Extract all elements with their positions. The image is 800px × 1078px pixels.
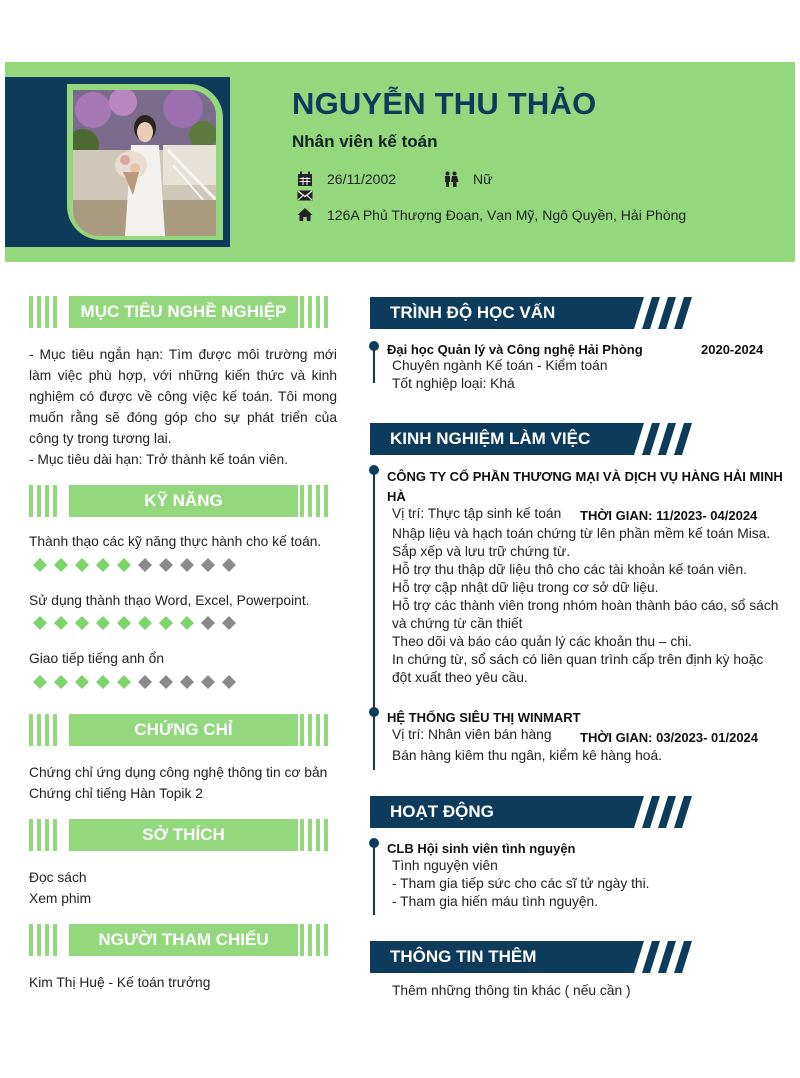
address-value: 126A Phủ Thượng Đoạn, Vạn Mỹ, Ngô Quyền, Hải Phòng bbox=[327, 207, 687, 223]
diamond-icon bbox=[75, 558, 89, 572]
stripes-decoration bbox=[29, 485, 57, 517]
diamond-icon bbox=[138, 616, 152, 630]
section-title: THÔNG TIN THÊM bbox=[390, 947, 537, 966]
diamond-icon bbox=[117, 616, 131, 630]
diamond-icon bbox=[117, 675, 131, 689]
skill-rating bbox=[33, 558, 236, 572]
diamond-icon bbox=[180, 616, 194, 630]
diamond-icon bbox=[33, 675, 47, 689]
section-header-education bbox=[370, 297, 700, 329]
slash-decoration bbox=[630, 796, 700, 828]
career-long-term: - Mục tiêu dài hạn: Trở thành kế toán viên. bbox=[29, 452, 289, 467]
gender-row bbox=[443, 171, 492, 187]
diamond-icon bbox=[201, 558, 215, 572]
diamond-icon bbox=[138, 675, 152, 689]
job-task: Bán hàng kiêm thu ngân, kiểm kê hàng hoá. bbox=[392, 748, 662, 763]
education-years: 2020-2024 bbox=[701, 342, 764, 357]
diamond-icon bbox=[54, 616, 68, 630]
profile-photo bbox=[73, 90, 216, 236]
stripes-decoration bbox=[29, 819, 57, 851]
diamond-icon bbox=[222, 558, 236, 572]
slash-decoration bbox=[630, 941, 700, 973]
timeline-dot bbox=[369, 465, 379, 475]
calendar-icon bbox=[297, 171, 313, 187]
timeline-dot bbox=[369, 707, 379, 717]
diamond-icon bbox=[96, 558, 110, 572]
hobby-item: Đọc sách bbox=[29, 870, 87, 885]
gender-icon bbox=[443, 171, 459, 187]
section-title: KỸ NĂNG bbox=[69, 485, 298, 517]
section-header-skills bbox=[29, 485, 328, 517]
stripes-decoration bbox=[300, 714, 328, 746]
education-major: Chuyên ngành Kế toán - Kiểm toán bbox=[392, 358, 608, 373]
stripes-decoration bbox=[300, 819, 328, 851]
diamond-icon bbox=[96, 616, 110, 630]
stripes-decoration bbox=[300, 924, 328, 956]
stripes-decoration bbox=[29, 924, 57, 956]
timeline-line bbox=[373, 845, 375, 915]
job-title: Nhân viên kế toán bbox=[292, 132, 438, 151]
stripes-decoration bbox=[29, 296, 57, 328]
home-icon bbox=[297, 207, 313, 223]
skill-label: Sử dụng thành thạo Word, Excel, Powerpoint. bbox=[29, 593, 310, 608]
diamond-icon bbox=[222, 616, 236, 630]
section-title: CHỨNG CHỈ bbox=[69, 714, 298, 746]
job-task: Hỗ trợ các thành viên trong nhóm hoàn thành báo cáo, sổ sách và chứng từ cần thiết bbox=[392, 598, 779, 631]
job-role: Vị trí: Thực tập sinh kế toán bbox=[392, 506, 562, 521]
section-title: KINH NGHIỆM LÀM VIỆC bbox=[390, 429, 591, 448]
stripes-decoration bbox=[300, 485, 328, 517]
stripes-decoration bbox=[29, 714, 57, 746]
skill-label: Giao tiếp tiếng anh ổn bbox=[29, 651, 165, 666]
activity-org: CLB Hội sinh viên tình nguyện bbox=[387, 841, 576, 856]
diamond-icon bbox=[75, 616, 89, 630]
skill-rating bbox=[33, 616, 236, 630]
school-name: Đại học Quản lý và Công nghệ Hải Phòng bbox=[387, 342, 643, 357]
job-role: Vị trí: Nhân viên bán hàng bbox=[392, 727, 552, 742]
diamond-icon bbox=[159, 616, 173, 630]
section-title: SỞ THÍCH bbox=[69, 819, 298, 851]
extra-info: Thêm những thông tin khác ( nếu cần ) bbox=[392, 983, 631, 998]
diamond-icon bbox=[201, 675, 215, 689]
slash-decoration bbox=[630, 423, 700, 455]
diamond-icon bbox=[159, 558, 173, 572]
gender-value: Nữ bbox=[473, 171, 493, 187]
certificate-item: Chứng chỉ tiếng Hàn Topik 2 bbox=[29, 786, 203, 801]
job-task: Nhập liệu và hạch toán chứng từ lên phần mềm kế toán Misa. bbox=[392, 526, 771, 541]
diamond-icon bbox=[180, 558, 194, 572]
job-time: THỜI GIAN: 03/2023- 01/2024 bbox=[580, 730, 759, 745]
section-header-hobbies bbox=[29, 819, 328, 851]
birthdate-row bbox=[297, 171, 396, 187]
diamond-icon bbox=[54, 675, 68, 689]
section-title: NGƯỜI THAM CHIẾU bbox=[69, 924, 298, 956]
job-task: Hỗ trợ cập nhật dữ liệu trong cơ sở dữ liệu. bbox=[392, 580, 659, 595]
timeline-dot bbox=[369, 341, 379, 351]
diamond-icon bbox=[33, 558, 47, 572]
section-header-career bbox=[29, 296, 328, 328]
section-header-extra bbox=[370, 941, 700, 973]
reference-item: Kim Thị Huệ - Kế toán trưởng bbox=[29, 975, 211, 990]
diamond-icon bbox=[159, 675, 173, 689]
section-header-experience bbox=[370, 423, 700, 455]
stripes-decoration bbox=[300, 296, 328, 328]
section-header-references bbox=[29, 924, 328, 956]
diamond-icon bbox=[222, 675, 236, 689]
activity-role: Tình nguyện viên bbox=[392, 858, 498, 873]
section-title: TRÌNH ĐỘ HỌC VẤN bbox=[390, 303, 556, 322]
section-header-certificates bbox=[29, 714, 328, 746]
activity-item: - Tham gia tiếp sức cho các sĩ tử ngày thi. bbox=[392, 876, 650, 891]
skill-label: Thành thạo các kỹ năng thực hành cho kế toán. bbox=[29, 534, 322, 549]
slash-decoration bbox=[630, 297, 700, 329]
diamond-icon bbox=[138, 558, 152, 572]
diamond-icon bbox=[75, 675, 89, 689]
section-header-activities bbox=[370, 796, 700, 828]
timeline-line bbox=[373, 470, 375, 770]
section-title: MỤC TIÊU NGHỀ NGHIỆP bbox=[69, 296, 298, 328]
diamond-icon bbox=[54, 558, 68, 572]
job-task: Hỗ trợ thu thập dữ liệu thô cho các tài khoản kế toán viên. bbox=[392, 562, 747, 577]
diamond-icon bbox=[33, 616, 47, 630]
company-name: CÔNG TY CỔ PHẦN THƯƠNG MẠI VÀ DỊCH VỤ HÀNG HẢI MINH HÀ bbox=[387, 469, 783, 504]
hobby-item: Xem phim bbox=[29, 891, 92, 906]
job-task: Sắp xếp và lưu trữ chứng từ. bbox=[392, 544, 571, 559]
career-short-term: - Mục tiêu ngắn hạn: Tìm được môi trường mới làm việc phù hợp, với những kiến thức và kinh nghiệm có được về công việc kế toán. Tôi mong muốn rằng sẽ đóng góp cho sự phát triển của công ty trong tương lai. bbox=[29, 347, 337, 446]
envelope-icon bbox=[297, 188, 313, 206]
skill-rating bbox=[33, 675, 236, 689]
diamond-icon bbox=[180, 675, 194, 689]
diamond-icon bbox=[96, 675, 110, 689]
company-name: HỆ THỐNG SIÊU THỊ WINMART bbox=[387, 710, 581, 725]
full-name: NGUYỄN THU THẢO bbox=[292, 86, 597, 121]
job-task: Theo dõi và báo cáo quản lý các khoản thu – chi. bbox=[392, 634, 692, 649]
job-task: In chứng từ, sổ sách có liên quan trình cấp trên định kỳ hoặc đột xuất theo yêu cầu. bbox=[392, 652, 764, 685]
diamond-icon bbox=[201, 616, 215, 630]
timeline-dot bbox=[369, 838, 379, 848]
education-grade: Tốt nghiệp loại: Khá bbox=[392, 376, 515, 391]
certificate-item: Chứng chỉ ứng dụng công nghệ thông tin cơ bản bbox=[29, 765, 328, 780]
diamond-icon bbox=[117, 558, 131, 572]
section-title: HOẠT ĐỘNG bbox=[390, 802, 494, 821]
activity-item: - Tham gia hiến máu tình nguyện. bbox=[392, 894, 599, 909]
job-time: THỜI GIAN: 11/2023- 04/2024 bbox=[580, 508, 758, 523]
birthdate-value: 26/11/2002 bbox=[327, 171, 397, 187]
address-row bbox=[297, 207, 686, 223]
